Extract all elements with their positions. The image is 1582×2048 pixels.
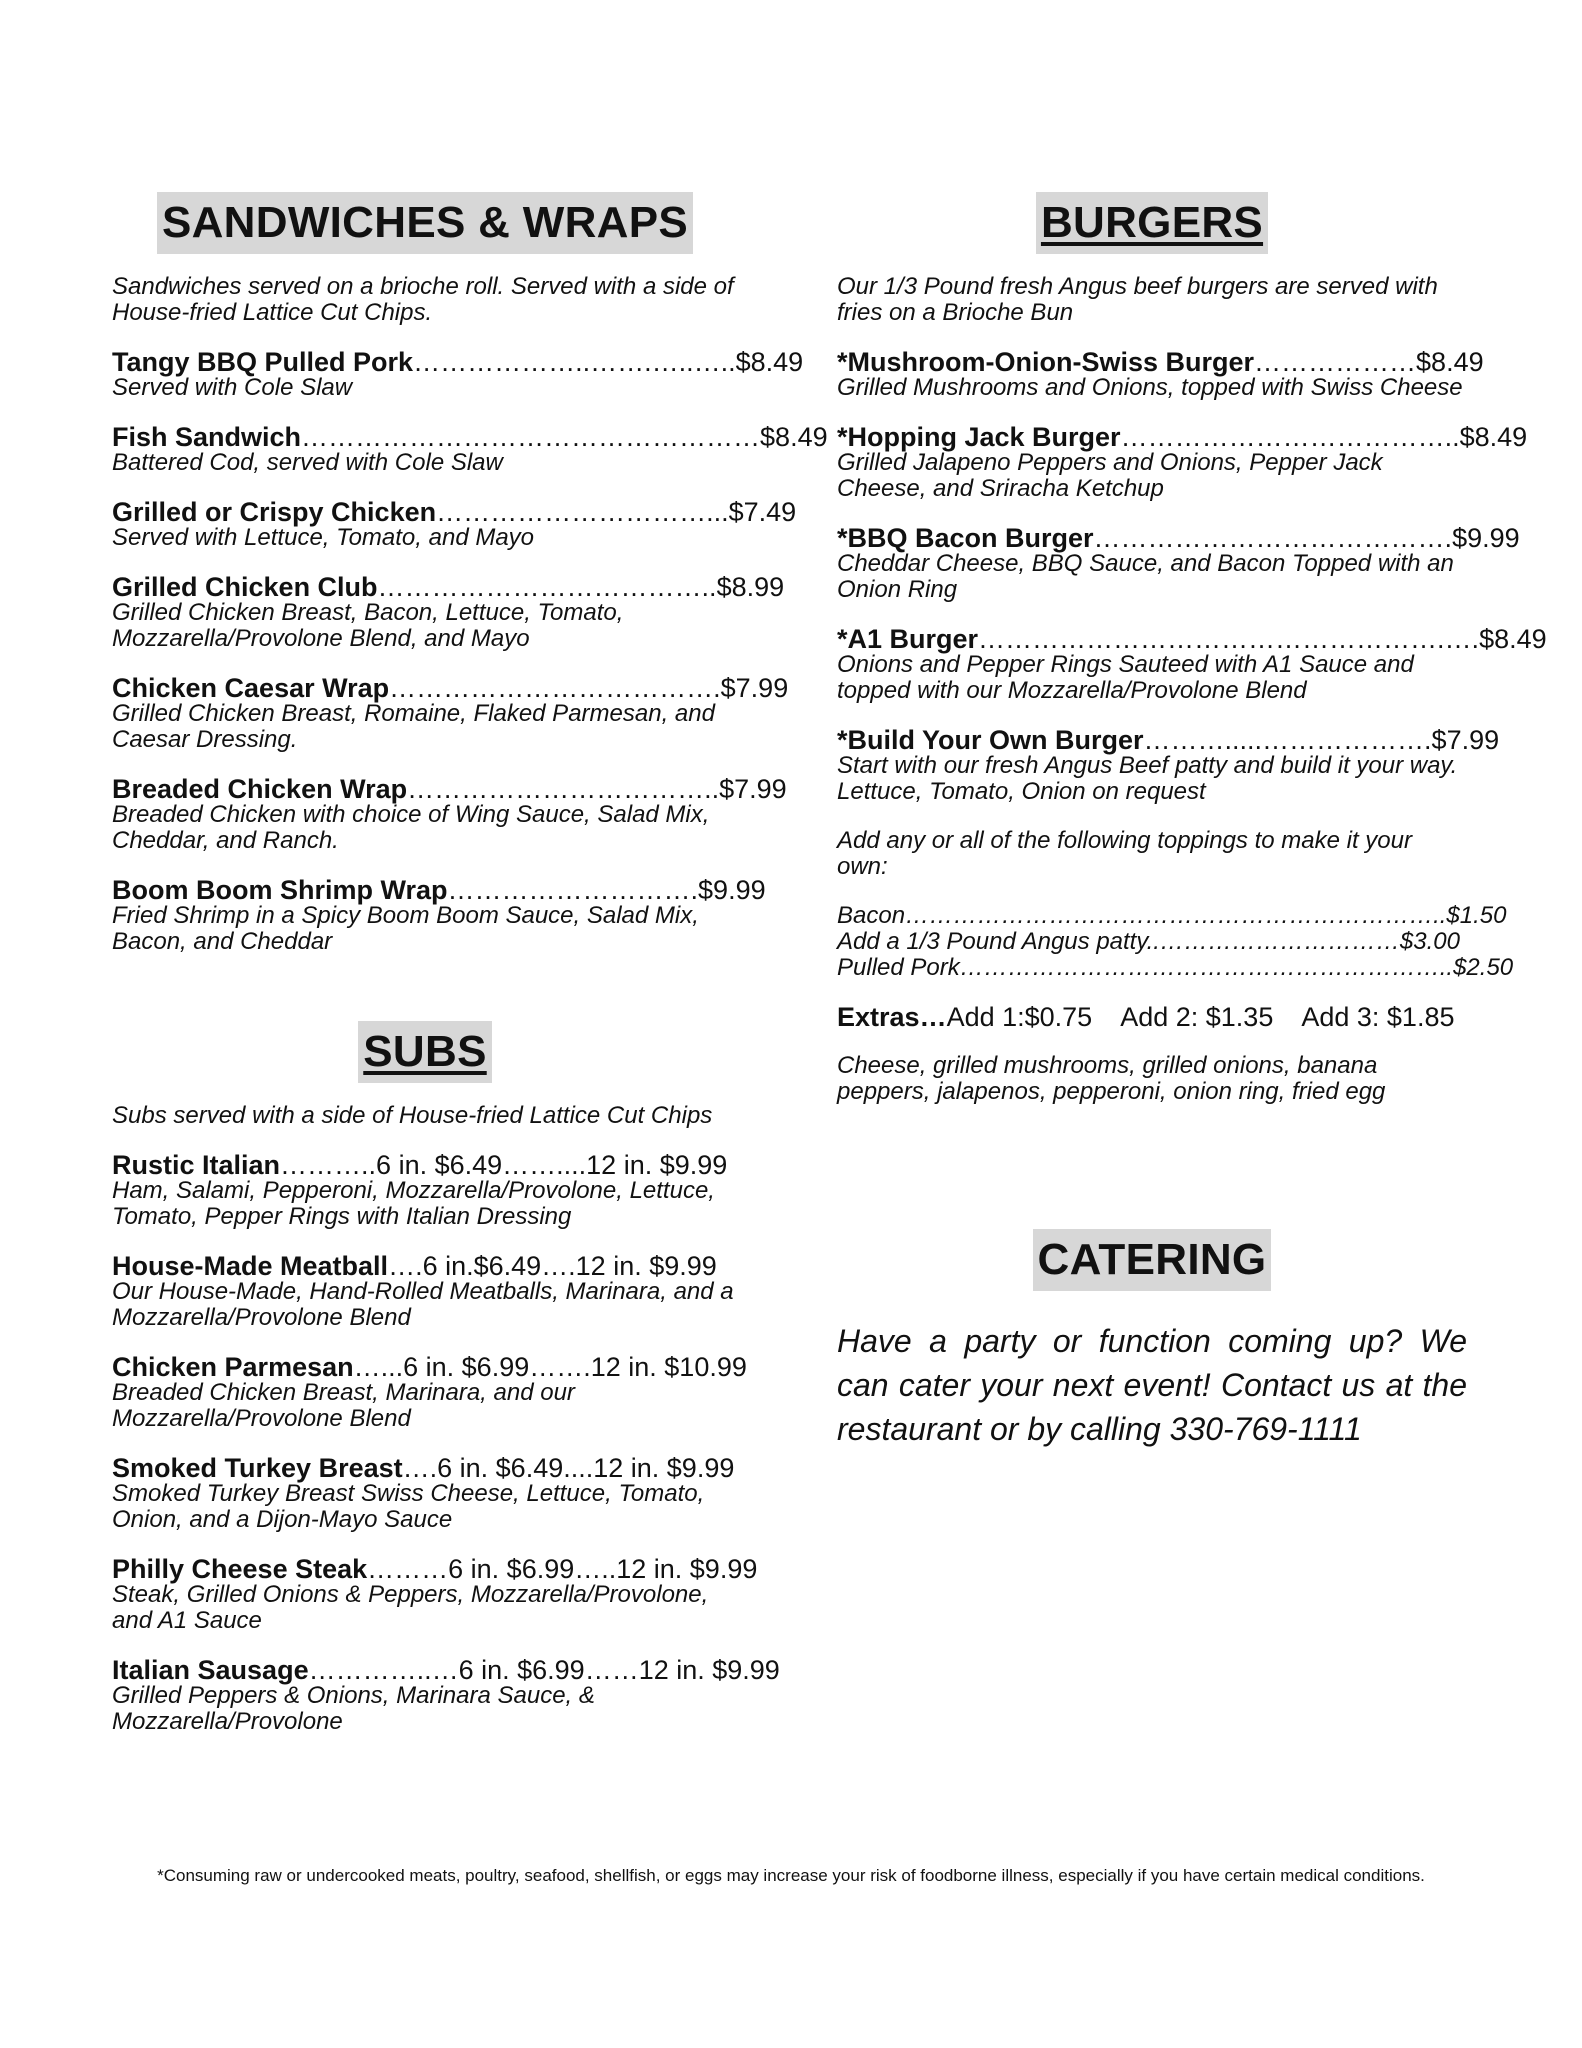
subs-heading-wrap bbox=[112, 1021, 738, 1083]
item-name: *A1 Burger bbox=[837, 624, 979, 654]
menu-item-fish-sandwich bbox=[112, 422, 828, 476]
item-name: Philly Cheese Steak bbox=[112, 1554, 368, 1584]
menu-item-a1-burger bbox=[837, 624, 1547, 704]
item-description: Cheddar Cheese, BBQ Sauce, and Bacon Topped with an Onion Ring bbox=[837, 550, 1454, 603]
item-name: Breaded Chicken Wrap bbox=[112, 774, 408, 804]
topping-leader: …………………………………………………….. bbox=[959, 954, 1454, 981]
item-name: Boom Boom Shrimp Wrap bbox=[112, 875, 448, 905]
menu-item-build-your-own-burger bbox=[837, 725, 1500, 805]
item-name: *Hopping Jack Burger bbox=[837, 422, 1121, 452]
catering-text: Have a party or function coming up? We can cater your next event! Contact us at the restaurant or by calling 330-769-1111 bbox=[837, 1323, 1467, 1447]
item-name: Grilled or Crispy Chicken bbox=[112, 497, 437, 527]
menu-item-bbq-bacon-burger bbox=[837, 523, 1520, 603]
menu-item-smoked-turkey-breast bbox=[112, 1455, 738, 1533]
item-description: Served with Lettuce, Tomato, and Mayo bbox=[112, 524, 535, 551]
item-description: Grilled Peppers & Onions, Marinara Sauce, & Mozzarella/Provolone bbox=[112, 1682, 595, 1735]
item-leader: ……………………………….. bbox=[377, 572, 717, 602]
item-name: House-Made Meatball bbox=[112, 1251, 389, 1281]
item-prices: …...6 in. $6.99…….12 in. $10.99 bbox=[353, 1352, 747, 1382]
item-price: $8.49 bbox=[1416, 347, 1484, 377]
item-prices: ………6 in. $6.99…..12 in. $9.99 bbox=[367, 1554, 758, 1584]
topping-price: $2.50 bbox=[1453, 954, 1514, 981]
item-leader: ………………………. bbox=[447, 875, 699, 905]
menu-item-philly-cheese-steak bbox=[112, 1554, 758, 1634]
menu-item-hopping-jack-burger bbox=[837, 422, 1528, 502]
item-price: $8.49 bbox=[735, 347, 804, 377]
item-leader: ………………..…….…..….. bbox=[413, 347, 736, 377]
sandwiches-heading-wrap bbox=[112, 192, 738, 254]
item-description: Smoked Turkey Breast Swiss Cheese, Lettuce, Tomato, Onion, and a Dijon-Mayo Sauce bbox=[112, 1480, 705, 1533]
item-leader: …………………………………………….…. bbox=[978, 624, 1480, 654]
topping-leader: ………………………………………………………….. bbox=[905, 902, 1447, 929]
right-column bbox=[837, 192, 1547, 1451]
item-description: Onions and Pepper Rings Sauteed with A1 Sauce and topped with our Mozzarella/Provolone Blend bbox=[837, 651, 1414, 704]
item-prices: ………..6 in. $6.49……....12 in. $9.99 bbox=[280, 1150, 728, 1180]
extras-label: Extras… bbox=[837, 1002, 947, 1032]
topping-name: Pulled Pork bbox=[837, 954, 960, 981]
item-price: $9.99 bbox=[1452, 523, 1520, 553]
item-name: Italian Sausage bbox=[112, 1655, 309, 1685]
topping-leader: ..………………………… bbox=[1146, 928, 1400, 955]
item-description: Ham, Salami, Pepperoni, Mozzarella/Provolone, Lettuce, Tomato, Pepper Rings with Italian Dressing bbox=[112, 1177, 715, 1230]
item-name: Rustic Italian bbox=[112, 1150, 281, 1180]
item-name: Fish Sandwich bbox=[112, 422, 302, 452]
item-name: Tangy BBQ Pulled Pork bbox=[112, 347, 414, 377]
topping-price: $3.00 bbox=[1399, 928, 1460, 955]
item-leader: …………………………………. bbox=[1093, 523, 1453, 553]
menu-item-breaded-chicken-wrap bbox=[112, 774, 787, 854]
menu-item-italian-sausage bbox=[112, 1655, 780, 1735]
item-price: $9.99 bbox=[698, 875, 766, 905]
item-description: Grilled Mushrooms and Onions, topped with Swiss Cheese bbox=[837, 374, 1463, 401]
menu-item-chicken-caesar-wrap bbox=[112, 673, 789, 753]
menu-item-grilled-chicken-club bbox=[112, 572, 785, 652]
item-description: Served with Cole Slaw bbox=[112, 374, 353, 401]
item-leader: …………………………….. bbox=[407, 774, 720, 804]
item-description: Breaded Chicken with choice of Wing Sauce, Salad Mix, Cheddar, and Ranch. bbox=[112, 801, 710, 854]
disclaimer: *Consuming raw or undercooked meats, poultry, seafood, shellfish, or eggs may increase your risk of foodborne illness, especially if you have certain medical conditions. bbox=[157, 1866, 1425, 1885]
item-leader: ……………………………….. bbox=[1120, 422, 1460, 452]
item-leader: …………………………... bbox=[436, 497, 729, 527]
burgers-intro: Our 1/3 Pound fresh Angus beef burgers are served with fries on a Brioche Bun bbox=[837, 273, 1438, 326]
item-leader: …………………………………………… bbox=[301, 422, 761, 452]
item-description: Fried Shrimp in a Spicy Boom Boom Sauce, Salad Mix, Bacon, and Cheddar bbox=[112, 902, 699, 955]
item-description: Grilled Jalapeno Peppers and Onions, Pepper Jack Cheese, and Sriracha Ketchup bbox=[837, 449, 1383, 502]
menu-item-boom-boom-shrimp-wrap bbox=[112, 875, 766, 955]
item-price: $8.49 bbox=[1459, 422, 1528, 452]
menu-item-house-made-meatball bbox=[112, 1253, 738, 1331]
item-price: $8.49 bbox=[760, 422, 828, 452]
item-price: $7.99 bbox=[720, 673, 789, 703]
item-prices: …………..…6 in. $6.99……12 in. $9.99 bbox=[308, 1655, 780, 1685]
extras-add-3: Add 3: $1.85 bbox=[1301, 1002, 1455, 1032]
burgers-heading: BURGERS bbox=[1036, 192, 1268, 254]
menu-item-rustic-italian bbox=[112, 1152, 738, 1230]
item-price: $8.99 bbox=[716, 572, 785, 602]
catering-heading: CATERING bbox=[1033, 1229, 1272, 1291]
item-name: *Mushroom-Onion-Swiss Burger bbox=[837, 347, 1255, 377]
toppings-list bbox=[837, 902, 1514, 981]
sandwiches-heading: SANDWICHES & WRAPS bbox=[157, 192, 693, 254]
item-description: Grilled Chicken Breast, Romaine, Flaked Parmesan, and Caesar Dressing. bbox=[112, 700, 715, 753]
topping-name: Add a 1/3 Pound Angus patty bbox=[837, 928, 1147, 955]
item-prices: ….6 in.$6.49….12 in. $9.99 bbox=[388, 1251, 717, 1281]
catering-heading-wrap bbox=[837, 1229, 1467, 1291]
item-price: $8.49 bbox=[1479, 624, 1547, 654]
topping-row bbox=[837, 929, 1467, 955]
item-name: *Build Your Own Burger bbox=[837, 725, 1144, 755]
menu-item-chicken-parmesan bbox=[112, 1352, 747, 1432]
subs-heading: SUBS bbox=[358, 1021, 491, 1083]
extras-line bbox=[837, 1004, 1467, 1030]
sandwiches-intro: Sandwiches served on a brioche roll. Served with a side of House-fried Lattice Cut Chips. bbox=[112, 273, 734, 326]
left-column bbox=[112, 192, 828, 1758]
extras-note: Cheese, grilled mushrooms, grilled onions, banana peppers, jalapenos, pepperoni, onion ring, fried egg bbox=[837, 1052, 1386, 1105]
menu-item-grilled-or-crispy-chicken bbox=[112, 497, 797, 551]
item-name: Chicken Caesar Wrap bbox=[112, 673, 390, 703]
subs-intro: Subs served with a side of House-fried Lattice Cut Chips bbox=[112, 1102, 713, 1129]
item-leader: ……………… bbox=[1254, 347, 1417, 377]
toppings-intro: Add any or all of the following toppings to make it your own: bbox=[837, 827, 1412, 880]
menu-item-tangy-bbq-pulled-pork bbox=[112, 347, 804, 401]
item-description: Start with our fresh Angus Beef patty and build it your way. Lettuce, Tomato, Onion on request bbox=[837, 752, 1458, 805]
item-name: Chicken Parmesan bbox=[112, 1352, 354, 1382]
topping-name: Bacon bbox=[837, 902, 906, 929]
item-description: Steak, Grilled Onions & Peppers, Mozzarella/Provolone, and A1 Sauce bbox=[112, 1581, 709, 1634]
item-price: $7.99 bbox=[1431, 725, 1500, 755]
item-description: Breaded Chicken Breast, Marinara, and our Mozzarella/Provolone Blend bbox=[112, 1379, 575, 1432]
item-name: Smoked Turkey Breast bbox=[112, 1453, 403, 1483]
item-leader: ………………………………. bbox=[389, 673, 721, 703]
topping-row bbox=[837, 954, 1514, 981]
topping-price: $1.50 bbox=[1446, 902, 1507, 929]
extras-add-1: Add 1:$0.75 bbox=[946, 1002, 1093, 1032]
item-description: Battered Cod, served with Cole Slaw bbox=[112, 449, 503, 476]
item-prices: ….6 in. $6.49....12 in. $9.99 bbox=[402, 1453, 735, 1483]
topping-row bbox=[837, 902, 1507, 929]
item-leader: ……….....………………. bbox=[1143, 725, 1432, 755]
item-description: Grilled Chicken Breast, Bacon, Lettuce, Tomato, Mozzarella/Provolone Blend, and Mayo bbox=[112, 599, 624, 652]
item-price: $7.49 bbox=[728, 497, 797, 527]
item-name: *BBQ Bacon Burger bbox=[837, 523, 1094, 553]
item-name: Grilled Chicken Club bbox=[112, 572, 378, 602]
item-description: Our House-Made, Hand-Rolled Meatballs, Marinara, and a Mozzarella/Provolone Blend bbox=[112, 1278, 734, 1331]
item-price: $7.99 bbox=[719, 774, 787, 804]
extras-add-2: Add 2: $1.35 bbox=[1120, 1002, 1274, 1032]
burgers-heading-wrap bbox=[837, 192, 1467, 254]
menu-item-mushroom-onion-swiss-burger bbox=[837, 347, 1484, 401]
